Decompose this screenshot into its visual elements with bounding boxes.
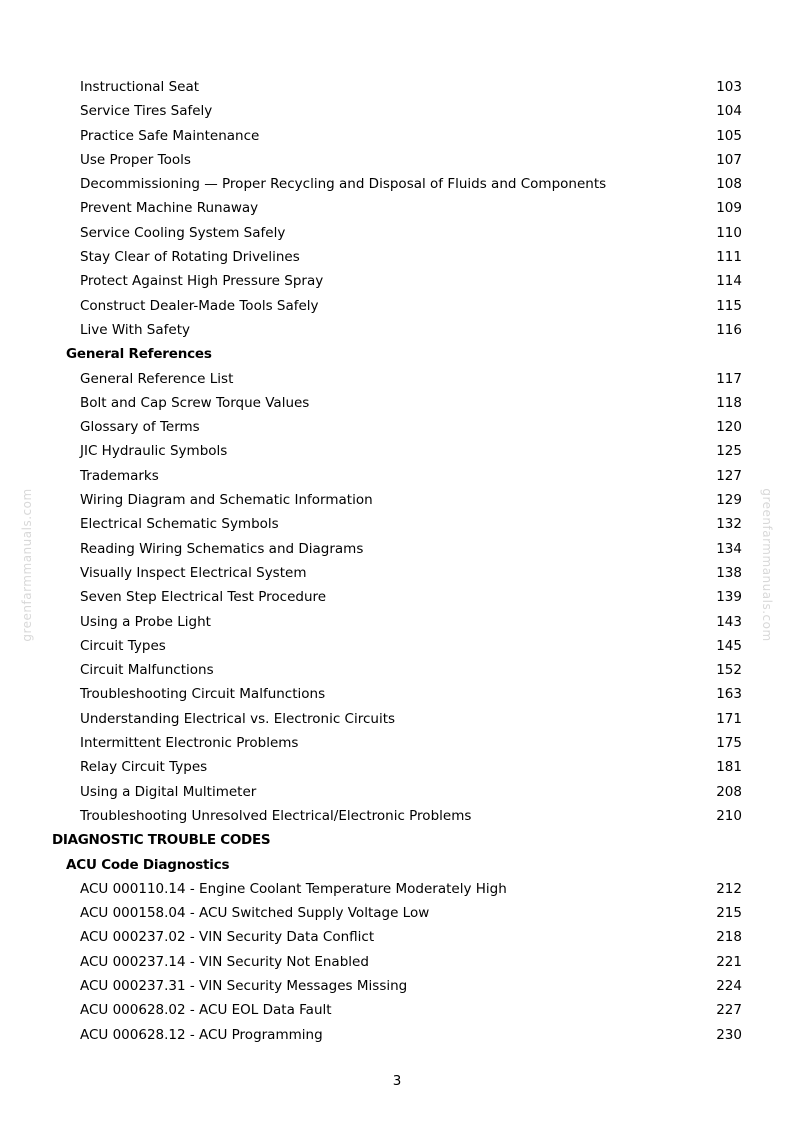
toc-entry-page-number: 103 bbox=[716, 79, 742, 95]
toc-entry-title: Service Cooling System Safely bbox=[80, 224, 286, 241]
toc-entry-title: Wiring Diagram and Schematic Information bbox=[80, 492, 373, 509]
toc-entry-title: Seven Step Electrical Test Procedure bbox=[80, 589, 327, 606]
toc-entry-page-number: 212 bbox=[716, 880, 742, 897]
toc-entry-page-number: 210 bbox=[716, 807, 742, 824]
toc-entry-title: Practice Safe Maintenance bbox=[80, 127, 260, 144]
toc-entry-title: Using a Probe Light bbox=[80, 613, 211, 630]
toc-entry-title: Use Proper Tools bbox=[80, 151, 191, 168]
toc-entry-title: ACU 000237.14 - VIN Security Not Enabled bbox=[80, 953, 369, 970]
toc-entry[interactable] bbox=[0, 950, 794, 974]
toc-entry[interactable] bbox=[0, 634, 794, 658]
toc-entry-page-number: 175 bbox=[716, 735, 742, 752]
toc-entry-page-number: 127 bbox=[716, 467, 742, 484]
toc-entry[interactable] bbox=[0, 124, 794, 148]
toc-entry[interactable] bbox=[0, 439, 794, 463]
toc-entry[interactable] bbox=[0, 780, 794, 804]
toc-entry-page-number: 107 bbox=[716, 151, 742, 168]
toc-entry[interactable] bbox=[0, 245, 794, 269]
toc-entry-title: Visually Inspect Electrical System bbox=[80, 564, 307, 581]
toc-entry-page-number: 171 bbox=[716, 710, 742, 727]
toc-entry[interactable] bbox=[0, 75, 794, 99]
toc-entry[interactable] bbox=[0, 877, 794, 901]
toc-entry[interactable] bbox=[0, 367, 794, 391]
toc-entry[interactable] bbox=[0, 610, 794, 634]
toc-entry-page-number: 138 bbox=[716, 564, 742, 581]
toc-entry-title: Prevent Machine Runaway bbox=[80, 200, 259, 217]
toc-entry-page-number: 129 bbox=[716, 492, 742, 509]
toc-entry-page-number: 118 bbox=[716, 394, 742, 411]
toc-entry-page-number: 224 bbox=[716, 977, 742, 994]
toc-entry-title: Reading Wiring Schematics and Diagrams bbox=[80, 540, 364, 557]
toc-entry-page-number: 108 bbox=[716, 176, 742, 193]
toc-entry-page-number: 227 bbox=[716, 1002, 742, 1019]
toc-entry-page-number: 105 bbox=[716, 127, 742, 144]
toc-entry-page-number: 230 bbox=[716, 1026, 742, 1043]
toc-entry-title: ACU 000237.02 - VIN Security Data Conflict bbox=[80, 929, 375, 946]
toc-entry[interactable] bbox=[0, 998, 794, 1022]
toc-entry-page-number: 116 bbox=[716, 321, 742, 338]
watermark-left: greenfarmmanuals.com bbox=[20, 488, 34, 642]
toc-entry[interactable] bbox=[0, 391, 794, 415]
toc-entry-title: ACU 000628.02 - ACU EOL Data Fault bbox=[80, 1002, 332, 1019]
toc-entry[interactable] bbox=[0, 755, 794, 779]
toc-entry-title: ACU 000110.14 - Engine Coolant Temperature Moderately High bbox=[80, 880, 507, 897]
toc-entry[interactable] bbox=[0, 318, 794, 342]
toc-entry-title: Instructional Seat bbox=[80, 79, 200, 95]
toc-entry[interactable] bbox=[0, 512, 794, 536]
toc-entry[interactable] bbox=[0, 269, 794, 293]
toc-entry-title: Relay Circuit Types bbox=[80, 759, 208, 776]
toc-entry[interactable] bbox=[0, 172, 794, 196]
toc-entry-title: Electrical Schematic Symbols bbox=[80, 516, 279, 533]
toc-entry-title: Troubleshooting Unresolved Electrical/Electronic Problems bbox=[80, 807, 472, 824]
toc-entry[interactable] bbox=[0, 196, 794, 220]
toc-entry-title: General References bbox=[66, 346, 212, 363]
toc-entry-page-number: 134 bbox=[716, 540, 742, 557]
toc-entry[interactable] bbox=[0, 99, 794, 123]
toc-entry[interactable] bbox=[0, 561, 794, 585]
toc-entry-title: Understanding Electrical vs. Electronic Circuits bbox=[80, 710, 396, 727]
watermark-right: greenfarmmanuals.com bbox=[760, 488, 774, 642]
page-number: 3 bbox=[392, 1073, 402, 1089]
toc-entry-page-number: 132 bbox=[716, 516, 742, 533]
toc-entry-page-number: 208 bbox=[716, 783, 742, 800]
toc-entry-title: Using a Digital Multimeter bbox=[80, 783, 257, 800]
toc-entry[interactable] bbox=[0, 148, 794, 172]
toc-entry-title: ACU 000158.04 - ACU Switched Supply Voltage Low bbox=[80, 905, 430, 922]
toc-section-heading bbox=[0, 342, 794, 366]
toc-entry-title: ACU 000237.31 - VIN Security Messages Missing bbox=[80, 977, 408, 994]
toc-entry-title: Protect Against High Pressure Spray bbox=[80, 273, 324, 290]
toc-entry[interactable] bbox=[0, 974, 794, 998]
toc-entry[interactable] bbox=[0, 658, 794, 682]
toc-entry-page-number: 109 bbox=[716, 200, 742, 217]
toc-entry-title: Service Tires Safely bbox=[80, 103, 213, 120]
toc-entry[interactable] bbox=[0, 731, 794, 755]
toc-entry-title: ACU 000628.12 - ACU Programming bbox=[80, 1026, 323, 1043]
toc-entry[interactable] bbox=[0, 464, 794, 488]
toc-entry[interactable] bbox=[0, 707, 794, 731]
toc-entry-title: Trademarks bbox=[80, 467, 159, 484]
toc-entry[interactable] bbox=[0, 682, 794, 706]
toc-entry-title: Troubleshooting Circuit Malfunctions bbox=[80, 686, 326, 703]
toc-entry-title: Glossary of Terms bbox=[80, 419, 200, 436]
toc-entry[interactable] bbox=[0, 925, 794, 949]
toc-entry-page-number: 139 bbox=[716, 589, 742, 606]
toc-entry-title: DIAGNOSTIC TROUBLE CODES bbox=[52, 832, 271, 849]
toc-entry[interactable] bbox=[0, 488, 794, 512]
table-of-contents bbox=[0, 75, 794, 1047]
toc-entry[interactable] bbox=[0, 585, 794, 609]
toc-entry[interactable] bbox=[0, 901, 794, 925]
toc-entry-page-number: 143 bbox=[716, 613, 742, 630]
toc-entry-page-number: 117 bbox=[716, 370, 742, 387]
toc-entry[interactable] bbox=[0, 221, 794, 245]
toc-entry-page-number: 215 bbox=[716, 905, 742, 922]
toc-entry-title: Decommissioning — Proper Recycling and Disposal of Fluids and Components bbox=[80, 176, 607, 193]
toc-entry-title: Circuit Types bbox=[80, 637, 166, 654]
toc-entry-page-number: 115 bbox=[716, 297, 742, 314]
toc-entry[interactable] bbox=[0, 294, 794, 318]
toc-entry-page-number: 111 bbox=[716, 249, 742, 266]
toc-entry-page-number: 110 bbox=[716, 224, 742, 241]
toc-entry-title: Intermittent Electronic Problems bbox=[80, 735, 299, 752]
toc-entry-page-number: 104 bbox=[716, 103, 742, 120]
toc-entry-page-number: 218 bbox=[716, 929, 742, 946]
toc-entry-page-number: 181 bbox=[716, 759, 742, 776]
toc-entry[interactable] bbox=[0, 415, 794, 439]
toc-entry-page-number: 114 bbox=[716, 273, 742, 290]
toc-chapter-heading bbox=[0, 828, 794, 852]
toc-entry-title: ACU Code Diagnostics bbox=[66, 856, 230, 873]
toc-entry-title: Bolt and Cap Screw Torque Values bbox=[80, 394, 310, 411]
toc-entry-title: General Reference List bbox=[80, 370, 234, 387]
toc-entry[interactable] bbox=[0, 537, 794, 561]
toc-entry-page-number: 145 bbox=[716, 637, 742, 654]
toc-entry-page-number: 221 bbox=[716, 953, 742, 970]
toc-entry-title: Live With Safety bbox=[80, 321, 190, 338]
toc-entry-page-number: 163 bbox=[716, 686, 742, 703]
toc-entry-title: JIC Hydraulic Symbols bbox=[80, 443, 228, 460]
toc-entry[interactable] bbox=[0, 1023, 794, 1047]
toc-entry[interactable] bbox=[0, 804, 794, 828]
toc-entry-page-number: 125 bbox=[716, 443, 742, 460]
toc-section-heading bbox=[0, 853, 794, 877]
toc-entry-title: Stay Clear of Rotating Drivelines bbox=[80, 249, 300, 266]
toc-entry-page-number: 120 bbox=[716, 419, 742, 436]
toc-entry-title: Circuit Malfunctions bbox=[80, 662, 214, 679]
toc-entry-title: Construct Dealer-Made Tools Safely bbox=[80, 297, 319, 314]
toc-entry-page-number: 152 bbox=[716, 662, 742, 679]
